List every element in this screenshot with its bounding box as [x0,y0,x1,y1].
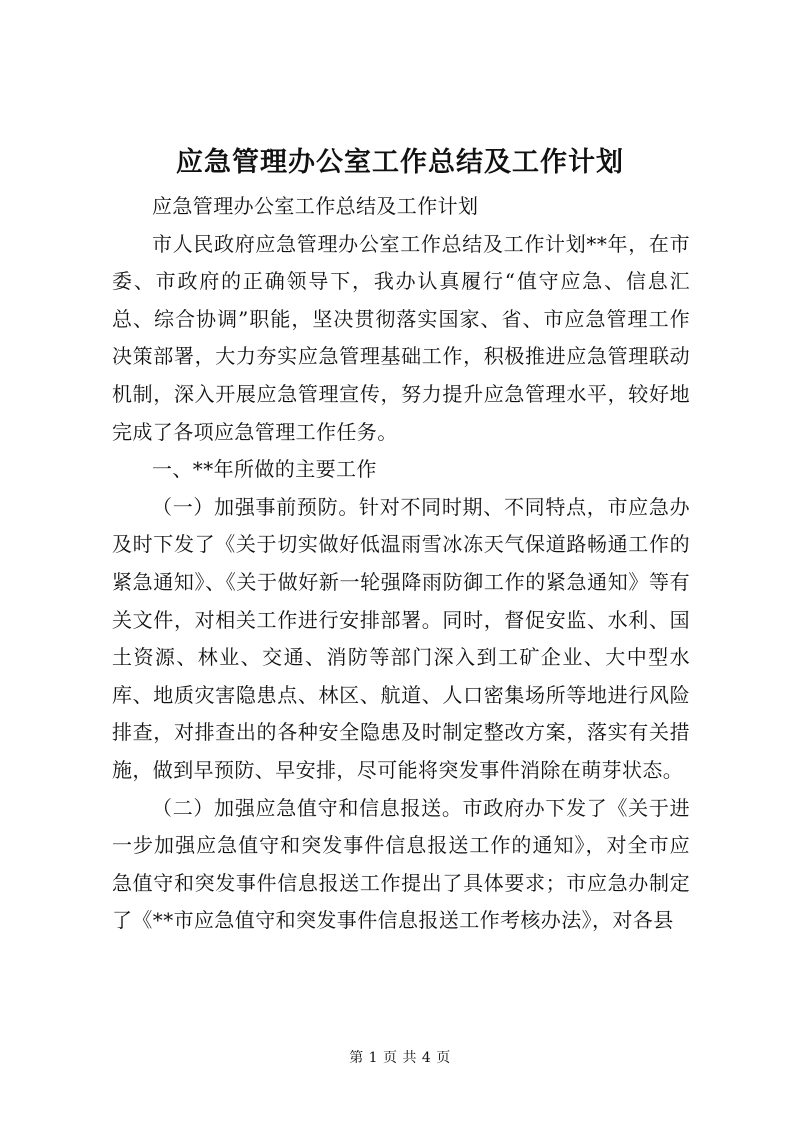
document-title: 应急管理办公室工作总结及工作计划 [176,147,624,178]
document-body [112,188,690,940]
section-paragraph-2: （二）加强应急值守和信息报送。市政府办下发了《关于进一步加强应急值守和突发事件信息报送工作的通知》，对全市应急值守和突发事件信息报送工作提出了具体要求；市应急办制定了《**市应急值守和突发事件信息报送工作考核办法》，对各县 [112,795,690,933]
subtitle-paragraph: 应急管理办公室工作总结及工作计划 [152,194,479,218]
section-paragraph-1: （一）加强事前预防。针对不同时期、不同特点，市应急办及时下发了《关于切实做好低温雨雪冰冻天气保道路畅通工作的紧急通知》、《关于做好新一轮强降雨防御工作的紧急通知》等有关文件，对相关工作进行安排部署。同时，督促安监、水利、国土资源、林业、交通、消防等部门深入到工矿企业、大中型水库、地质灾害隐患点、林区、航道、人口密集场所等地进行风险排查，对排查出的各种安全隐患及时制定整改方案，落实有关措施，做到早预防、早安排，尽可能将突发事件消除在萌芽状态。 [112,494,690,782]
section-heading: 一、**年所做的主要工作 [152,457,377,482]
page-number-footer: 第 1 页 共 4 页 [349,1050,451,1066]
intro-paragraph: 市人民政府应急管理办公室工作总结及工作计划**年，在市委、市政府的正确领导下，我办认真履行“值守应急、信息汇总、综合协调”职能，坚决贯彻落实国家、省、市应急管理工作决策部署，大力夯实应急管理基础工作，积极推进应急管理联动机制，深入开展应急管理宣传，努力提升应急管理水平，较好地完成了各项应急管理工作任务。 [112,231,690,444]
